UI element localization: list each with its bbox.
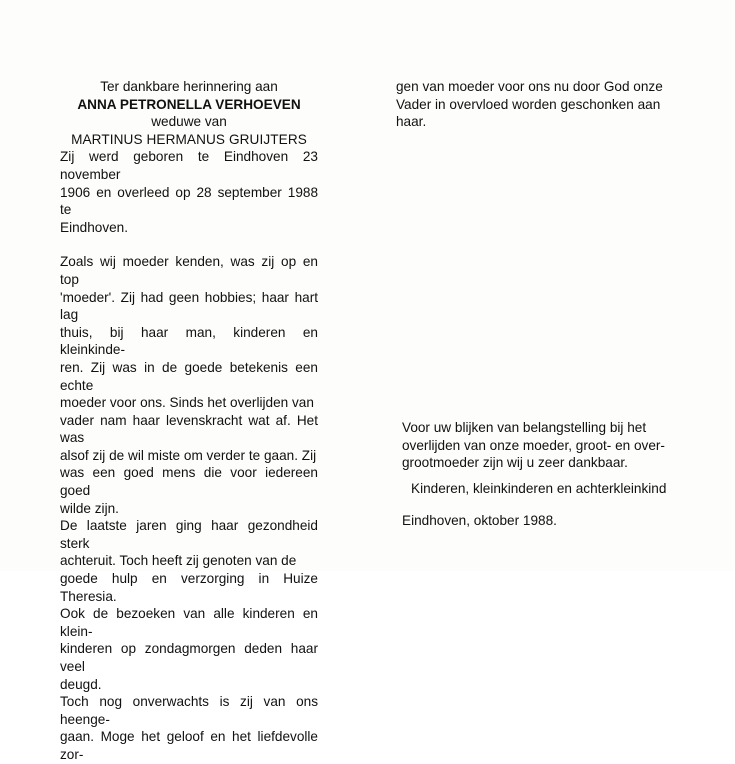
text-line: Toch nog onverwachts is zij van ons heenge- [60, 694, 318, 727]
text-line: Ook de bezoeken van alle kinderen en klein- [60, 606, 318, 639]
text-line: kinderen op zondagmorgen deden haar veel [60, 641, 318, 674]
text-line: thuis, bij haar man, kinderen en kleinkinde- [60, 324, 318, 358]
widow-line: weduwe van [151, 114, 227, 130]
text-line: deugd. [60, 676, 102, 692]
thanks-paragraph [402, 419, 712, 472]
text-line: was een goed mens die voor iedereen goed [60, 465, 318, 499]
text-line: Zoals wij moeder kenden, was zij op en top [60, 254, 318, 287]
place-date [402, 512, 712, 530]
text-line: gen van moeder voor ons nu door God onze [396, 79, 663, 94]
text-line: grootmoeder zijn wij u zeer dankbaar. [402, 455, 628, 471]
birth-death-paragraph [60, 148, 318, 236]
text-line: haar. [396, 114, 427, 130]
text-line: 'moeder'. Zij had geen hobbies; haar hart lag [60, 289, 318, 323]
left-column [60, 78, 318, 764]
deceased-name: ANNA PETRONELLA VERHOEVEN [77, 96, 301, 112]
text-line: Eindhoven. [60, 219, 129, 235]
farewell-paragraph [60, 693, 318, 763]
husband-name: MARTINUS HERMANUS GRUIJTERS [71, 131, 307, 147]
text-line: De laatste jaren ging haar gezondheid sterk [60, 518, 318, 551]
intro-line: Ter dankbare herinnering aan [100, 79, 278, 94]
text-line: Zij werd geboren te Eindhoven 23 november [60, 149, 318, 182]
health-paragraph [60, 517, 318, 693]
tribute-paragraph [60, 253, 318, 517]
right-column-continued [396, 78, 718, 131]
text-line: Voor uw blijken van belangstelling bij het [402, 420, 647, 435]
family-line: Kinderen, kleinkinderen en achterkleinkind [411, 481, 667, 496]
family-signature [411, 480, 721, 498]
text-line: Vader in overvloed worden geschonken aan [396, 96, 661, 112]
text-line: ren. Zij was in de goede betekenis een echte [60, 359, 318, 393]
text-line: goede hulp en verzorging in Huize Theresia. [60, 571, 318, 604]
text-line: wilde zijn. [60, 500, 119, 516]
place-date-line: Eindhoven, oktober 1988. [402, 513, 557, 528]
text-line: achteruit. Toch heeft zij genoten van de [60, 553, 297, 569]
text-line: 1906 en overleed op 28 september 1988 te [60, 184, 318, 218]
text-line: moeder voor ons. Sinds het overlijden van [60, 395, 314, 411]
text-line: vader nam haar levenskracht wat af. Het was [60, 412, 318, 446]
text-line: alsof zij de wil miste om verder te gaan. Zij [60, 447, 317, 463]
text-line: overlijden van onze moeder, groot- en over- [402, 437, 665, 453]
text-line: gaan. Moge het geloof en het liefdevolle zor- [60, 729, 318, 762]
